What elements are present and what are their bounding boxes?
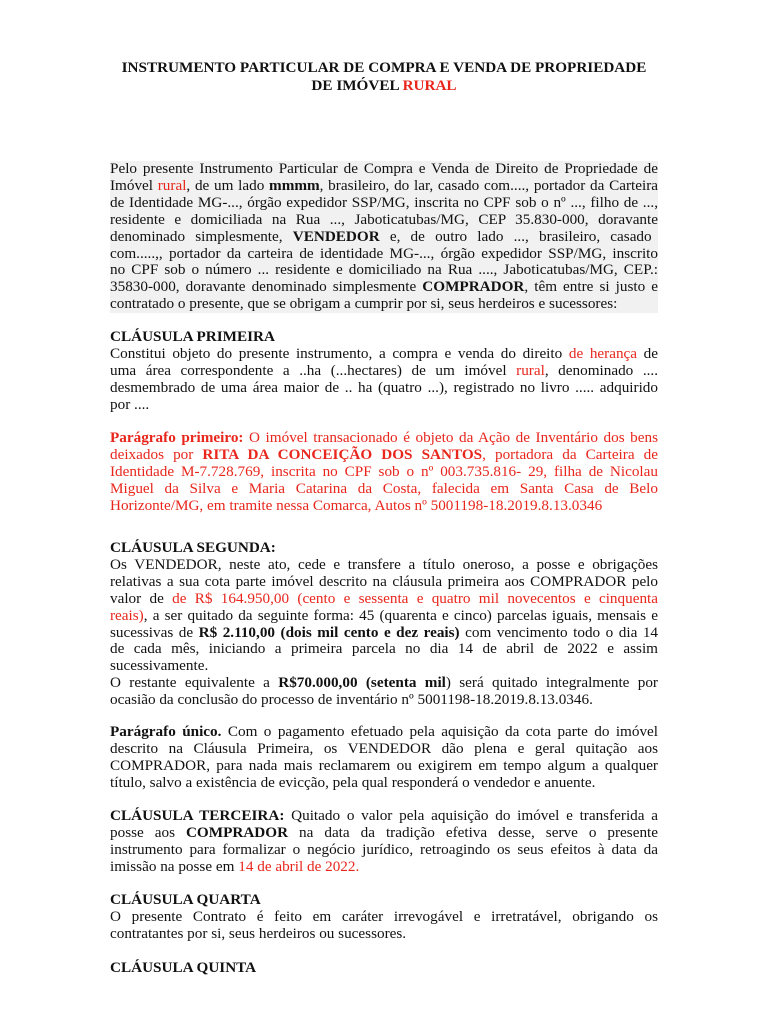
paragraph-line: Parágrafo único. Com o pagamento efetuado pela aquisição da cota parte do imóvel	[110, 723, 659, 740]
clause-line: O restante equivalente a R$70.000,00 (setenta mil) será quitado integralmente por	[110, 674, 658, 692]
paragraph-line: Horizonte/MG, em tramite nessa Comarca, Autos nº 5001198-18.2019.8.13.0346	[110, 496, 603, 514]
paragraph-line: Parágrafo primeiro: O imóvel transacionado é objeto da Ação de Inventário dos bens	[110, 429, 658, 446]
title-line-1: INSTRUMENTO PARTICULAR DE COMPRA E VENDA DE PROPRIEDADE	[121, 59, 647, 76]
clause-line: Constitui objeto do presente instrumento, a compra e venda do direito de herança de	[110, 344, 659, 362]
intro-line: Pelo presente Instrumento Particular de Compra e Venda de Direito de Propriedade de	[110, 160, 658, 177]
clause-line: desmembrado de uma área maior de .. ha (quatro ...), registrado no livro ..... adquirido	[110, 378, 658, 396]
document-title	[110, 59, 658, 95]
paragraph-first	[110, 430, 658, 515]
clause-heading: CLÁUSULA SEGUNDA:	[110, 539, 276, 556]
clause-line: relativas a sua cota parte imóvel descrito na cláusula primeira aos COMPRADOR pelo	[110, 572, 658, 590]
clause-line: ocasião da conclusão do processo de inventário nº 5001198-18.2019.8.13.0346.	[110, 691, 593, 709]
title-line-2: DE IMÓVEL RURAL	[311, 77, 457, 94]
intro-line: de Identidade MG-..., órgão expedidor SSP/MG, inscrita no CPF sob o nº ..., filho de ...,	[110, 193, 658, 211]
paragraph-line: título, salvo a existência de evicção, pela qual responderá o vendedor e anuente.	[110, 773, 596, 791]
intro-line: no CPF sob o número ... residente e domiciliado na Rua ...., Jaboticatubas/MG, CEP.:	[110, 261, 658, 279]
clause-line: posse aos COMPRADOR na data da tradição efetiva desse, serve o presente	[110, 823, 658, 841]
clause-line: reais), a ser quitado da seguinte forma: 45 (quarenta e cinco) parcelas iguais, mensais e	[110, 606, 658, 624]
intro-line: com.....,, portador da carteira de identidade MG-..., órgão expedidor SSP/MG, inscrito	[110, 244, 658, 262]
title-highlight-rural: RURAL	[402, 77, 457, 94]
paragraph-line: COMPRADOR, para nada mais reclamarem ou exigirem em tempo algum a qualquer	[110, 756, 658, 774]
clause-third	[110, 808, 658, 876]
clause-line: valor de de R$ 164.950,00 (cento e sessenta e quatro mil novecentos e cinquenta	[110, 589, 659, 607]
paragraph-line: Identidade M-7.728.769, inscrita no CPF sob o nº 003.735.816- 29, filha de Nicolau	[110, 462, 658, 480]
intro-line: residente e domiciliada na Rua ..., Jaboticatubas/MG, CEP 35.830-000, doravante	[110, 210, 658, 228]
clause-line: sucessivamente.	[110, 657, 209, 675]
clause-first	[110, 329, 658, 414]
clause-heading: CLÁUSULA PRIMEIRA	[110, 328, 275, 345]
intro-paragraph	[110, 161, 658, 313]
clause-line: CLÁUSULA TERCEIRA: Quitado o valor pela aquisição do imóvel e transferida a	[110, 807, 658, 824]
clause-line: O presente Contrato é feito em caráter irrevogável e irretratável, obrigando os	[110, 907, 658, 925]
clause-heading: CLÁUSULA QUINTA	[110, 959, 257, 976]
paragraph-unique	[110, 724, 658, 792]
intro-line: denominado simplesmente, VENDEDOR e, de outro lado ..., brasileiro, casado	[110, 227, 652, 245]
clause-heading: CLÁUSULA QUARTA	[110, 891, 261, 908]
clause-line: uma área correspondente a ..ha (...hectares) de um imóvel rural, denominado ....	[110, 361, 659, 379]
intro-line: contratado o presente, que se obrigam a cumprir por si, seus herdeiros e sucessores:	[110, 295, 618, 313]
clause-fifth	[110, 960, 658, 977]
clause-line: Os VENDEDOR, neste ato, cede e transfere a título oneroso, a posse e obrigações	[110, 555, 658, 573]
paragraph-line: descrito na Cláusula Primeira, os VENDEDOR dão plena e geral quitação aos	[110, 739, 658, 757]
intro-line: Imóvel rural, de um lado mmmm, brasileiro, do lar, casado com...., portador da Carteira	[110, 176, 658, 194]
clause-line: contratantes por si, seus herdeiros ou sucessores.	[110, 924, 407, 942]
clause-line: sucessivas de R$ 2.110,00 (dois mil cento e dez reais) com vencimento todo o dia 14	[110, 623, 659, 641]
paragraph-line: Miguel da Silva e Maria Catarina da Costa, falecida em Santa Casa de Belo	[110, 479, 658, 497]
intro-line: 35830-000, doravante denominado simplesmente COMPRADOR, têm entre si justo e	[110, 278, 658, 296]
paragraph-line: deixados por RITA DA CONCEIÇÃO DOS SANTOS, portadora da Carteira de	[110, 445, 658, 463]
clause-second	[110, 540, 658, 709]
clause-line: de cada mês, iniciando a primeira parcela no dia 14 de abril de 2022 e assim	[110, 640, 658, 658]
clause-fourth	[110, 892, 658, 943]
clause-line: instrumento para formalizar o negócio jurídico, retroagindo os seus efeitos à data da	[110, 840, 658, 858]
clause-line: imissão na posse em 14 de abril de 2022.	[110, 857, 360, 875]
clause-line: por ....	[110, 395, 150, 413]
